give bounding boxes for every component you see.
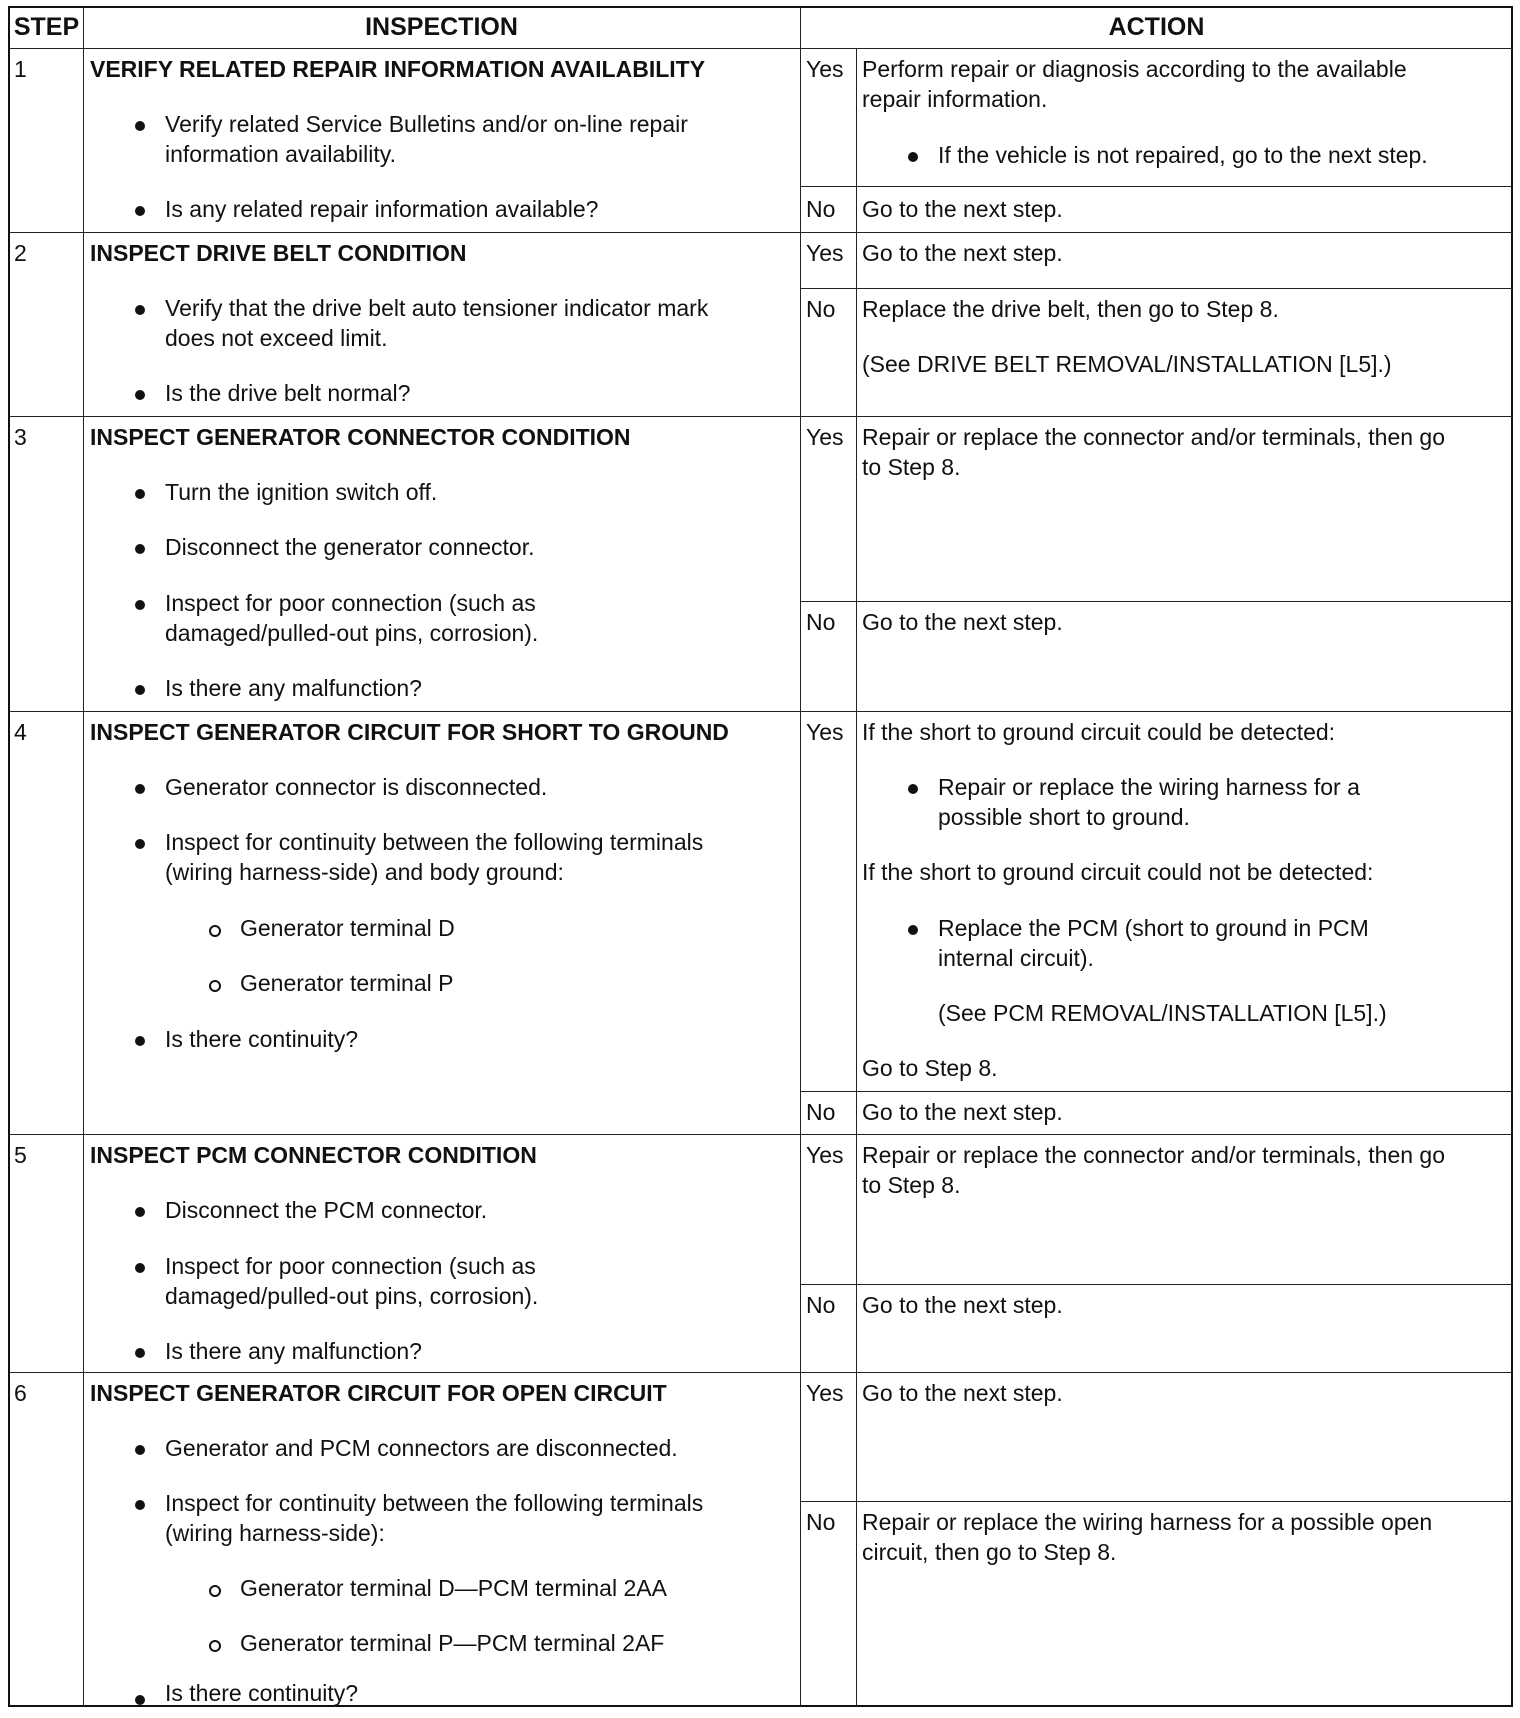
- inspection-item: Is there any malfunction?: [165, 1338, 422, 1364]
- column-divider: [83, 8, 84, 1705]
- inspection-item: Inspect for poor connection (such as: [165, 590, 536, 616]
- inspection-item: Disconnect the generator connector.: [165, 534, 535, 560]
- action-text: If the short to ground circuit could not be detected:: [862, 859, 1374, 885]
- bullet-icon: [908, 784, 918, 794]
- answer-no: No: [806, 609, 836, 635]
- action-text: Go to the next step.: [862, 240, 1063, 266]
- action-text: Replace the PCM (short to ground in PCM: [938, 915, 1369, 941]
- answer-yes: Yes: [806, 240, 844, 266]
- step-number: 2: [14, 240, 27, 266]
- inspection-item: Turn the ignition switch off.: [165, 479, 438, 505]
- inspection-item: Inspect for continuity between the following terminals: [165, 829, 704, 855]
- sub-bullet-icon: [209, 925, 221, 937]
- inspection-item: Is there any malfunction?: [165, 675, 422, 701]
- inspection-item: Is any related repair information available?: [165, 196, 599, 222]
- bullet-icon: [135, 685, 145, 695]
- action-text: If the vehicle is not repaired, go to the next step.: [938, 142, 1428, 168]
- bullet-icon: [908, 152, 918, 162]
- answer-yes: Yes: [806, 1142, 844, 1168]
- action-text: Go to the next step.: [862, 1099, 1063, 1125]
- bullet-icon: [135, 784, 145, 794]
- inspection-item: Is the drive belt normal?: [165, 380, 411, 406]
- answer-no: No: [806, 1099, 836, 1125]
- action-text: Go to the next step.: [862, 1380, 1063, 1406]
- action-text: Perform repair or diagnosis according to the available: [862, 56, 1407, 82]
- inspection-item: Inspect for continuity between the following terminals: [165, 1490, 704, 1516]
- inspection-subitem: Generator terminal P—PCM terminal 2AF: [240, 1630, 665, 1656]
- bullet-icon: [135, 1207, 145, 1217]
- bullet-icon: [135, 390, 145, 400]
- action-text: Go to the next step.: [862, 609, 1063, 635]
- bullet-icon: [135, 1036, 145, 1046]
- action-text: Go to the next step.: [862, 1292, 1063, 1318]
- action-text: internal circuit).: [938, 945, 1094, 971]
- answer-no: No: [806, 1509, 836, 1535]
- inspection-item: Generator connector is disconnected.: [165, 774, 548, 800]
- step-title: INSPECT GENERATOR CIRCUIT FOR OPEN CIRCUIT: [90, 1380, 667, 1406]
- answer-yes: Yes: [806, 1380, 844, 1406]
- bullet-icon: [135, 839, 145, 849]
- inspection-item: Inspect for poor connection (such as: [165, 1253, 536, 1279]
- answer-yes: Yes: [806, 424, 844, 450]
- sub-bullet-icon: [209, 1640, 221, 1652]
- bullet-icon: [135, 1500, 145, 1510]
- step-number: 3: [14, 424, 27, 450]
- bullet-icon: [135, 121, 145, 131]
- bullet-icon: [135, 489, 145, 499]
- column-divider: [800, 48, 801, 1705]
- bullet-icon: [908, 925, 918, 935]
- step-title: INSPECT DRIVE BELT CONDITION: [90, 240, 467, 266]
- answer-no: No: [806, 196, 836, 222]
- answer-no: No: [806, 1292, 836, 1318]
- bullet-icon: [135, 544, 145, 554]
- step-number: 6: [14, 1380, 27, 1406]
- inspection-subitem: Generator terminal D—PCM terminal 2AA: [240, 1575, 667, 1601]
- header-step: STEP: [13, 13, 80, 41]
- action-text: repair information.: [862, 86, 1048, 112]
- header-action: ACTION: [1108, 13, 1205, 41]
- bullet-icon: [135, 206, 145, 216]
- action-text: possible short to ground.: [938, 804, 1190, 830]
- inspection-item: (wiring harness-side):: [165, 1520, 385, 1546]
- action-text: (See PCM REMOVAL/INSTALLATION [L5].): [938, 1000, 1387, 1026]
- answer-yes: Yes: [806, 56, 844, 82]
- bullet-icon: [135, 1348, 145, 1358]
- action-text: Repair or replace the wiring harness for a: [938, 774, 1360, 800]
- inspection-item: Disconnect the PCM connector.: [165, 1197, 488, 1223]
- bullet-icon: [135, 1445, 145, 1455]
- action-text: Repair or replace the connector and/or terminals, then go: [862, 424, 1445, 450]
- inspection-item: Verify related Service Bulletins and/or on-line repair: [165, 111, 688, 137]
- action-text: Repair or replace the wiring harness for a possible open: [862, 1509, 1433, 1535]
- step-title: INSPECT GENERATOR CONNECTOR CONDITION: [90, 424, 631, 450]
- inspection-item: (wiring harness-side) and body ground:: [165, 859, 564, 885]
- action-text: (See DRIVE BELT REMOVAL/INSTALLATION [L5].): [862, 351, 1392, 377]
- inspection-item: Is there continuity?: [165, 1680, 359, 1706]
- bullet-icon: [135, 305, 145, 315]
- inspection-item: information availability.: [165, 141, 396, 167]
- action-text: Repair or replace the connector and/or terminals, then go: [862, 1142, 1445, 1168]
- answer-no: No: [806, 296, 836, 322]
- inspection-subitem: Generator terminal P: [240, 970, 454, 996]
- inspection-item: does not exceed limit.: [165, 325, 388, 351]
- step-number: 1: [14, 56, 27, 82]
- action-text: If the short to ground circuit could be detected:: [862, 719, 1336, 745]
- column-divider: [856, 48, 857, 1705]
- answer-yes: Yes: [806, 719, 844, 745]
- bullet-icon: [135, 1695, 145, 1705]
- header-inspection: INSPECTION: [365, 13, 518, 41]
- inspection-item: Verify that the drive belt auto tensioner indicator mark: [165, 295, 709, 321]
- diagnostic-table: [8, 6, 1513, 1707]
- sub-bullet-icon: [209, 980, 221, 992]
- action-text: Replace the drive belt, then go to Step 8.: [862, 296, 1279, 322]
- inspection-item: damaged/pulled-out pins, corrosion).: [165, 1283, 539, 1309]
- action-text: to Step 8.: [862, 1172, 961, 1198]
- sub-bullet-icon: [209, 1585, 221, 1597]
- inspection-item: damaged/pulled-out pins, corrosion).: [165, 620, 539, 646]
- step-number: 4: [14, 719, 27, 745]
- step-number: 5: [14, 1142, 27, 1168]
- action-text: Go to Step 8.: [862, 1055, 998, 1081]
- inspection-item: Generator and PCM connectors are disconnected.: [165, 1435, 678, 1461]
- inspection-item: Is there continuity?: [165, 1026, 359, 1052]
- bullet-icon: [135, 1263, 145, 1273]
- step-title: VERIFY RELATED REPAIR INFORMATION AVAILABILITY: [90, 56, 706, 82]
- step-title: INSPECT GENERATOR CIRCUIT FOR SHORT TO GROUND: [90, 719, 729, 745]
- action-text: circuit, then go to Step 8.: [862, 1539, 1117, 1565]
- inspection-subitem: Generator terminal D: [240, 915, 455, 941]
- step-title: INSPECT PCM CONNECTOR CONDITION: [90, 1142, 537, 1168]
- bullet-icon: [135, 600, 145, 610]
- action-text: to Step 8.: [862, 454, 961, 480]
- action-text: Go to the next step.: [862, 196, 1063, 222]
